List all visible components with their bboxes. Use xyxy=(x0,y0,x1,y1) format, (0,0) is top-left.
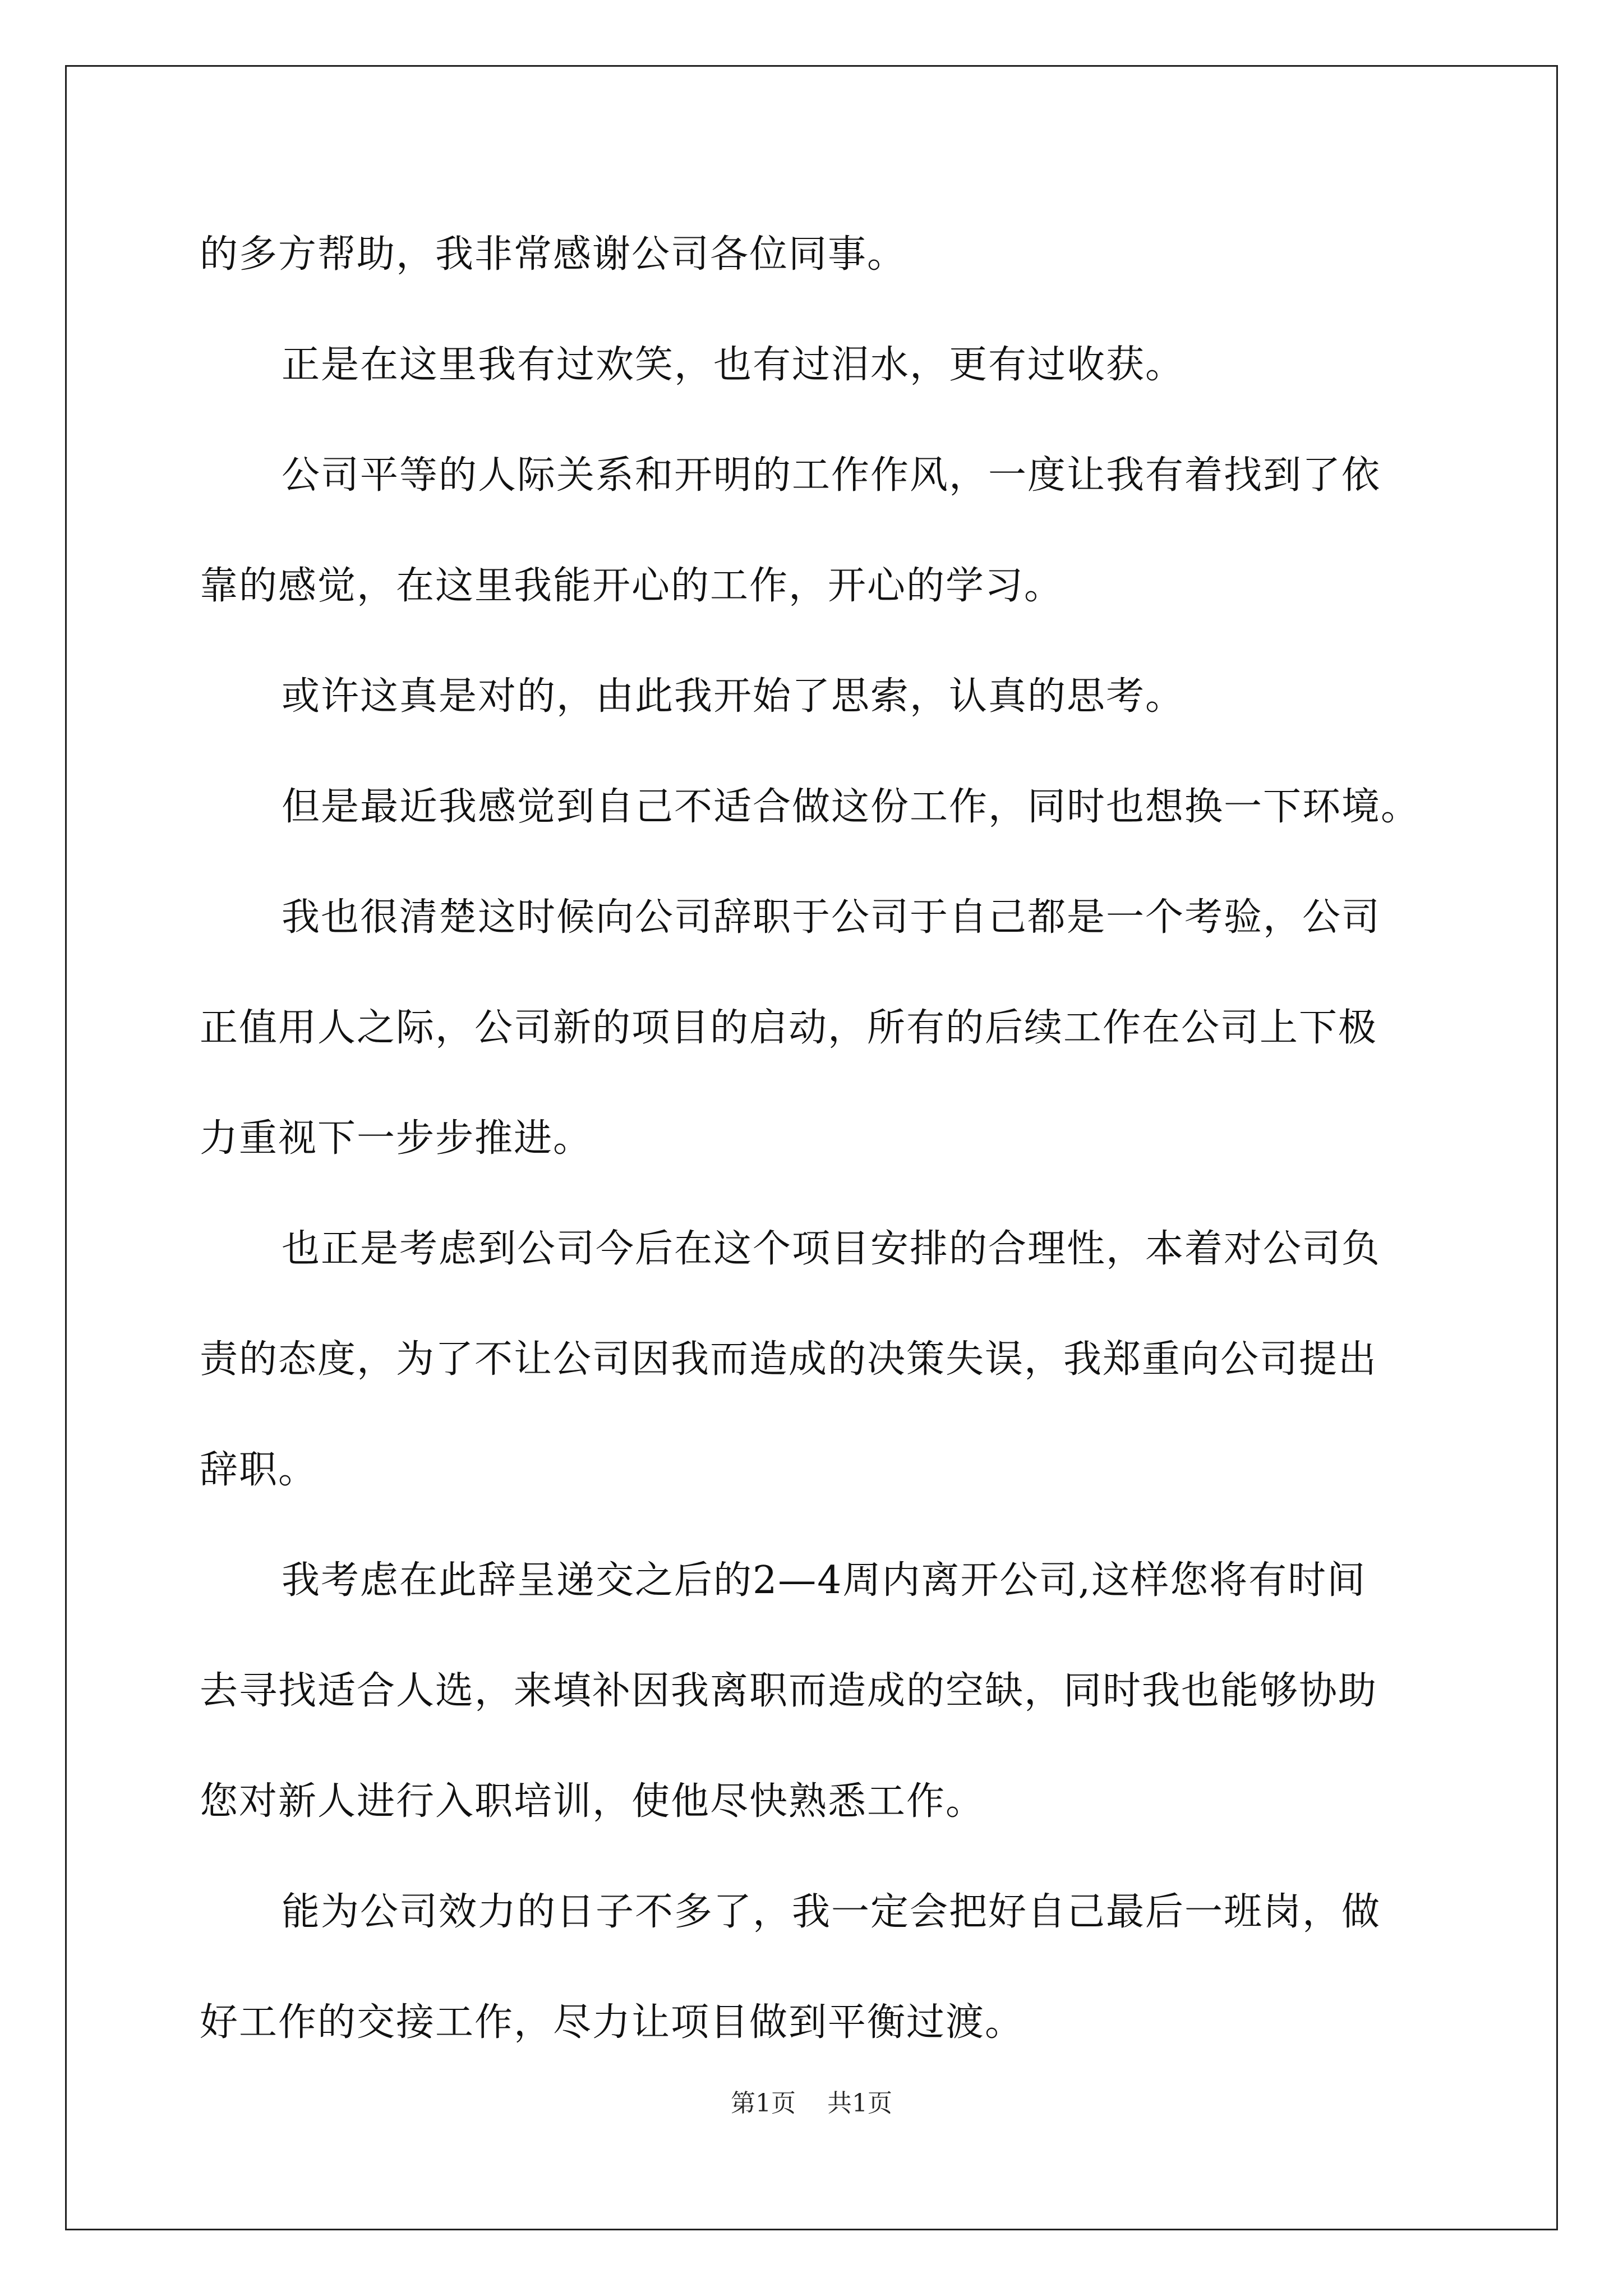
text-line: 正值用人之际，公司新的项目的启动，所有的后续工作在公司上下极 xyxy=(200,1006,1378,1050)
text-line: 我也很清楚这时候向公司辞职于公司于自己都是一个考验，公司 xyxy=(282,895,1381,940)
page-total: 共1页 xyxy=(827,2089,892,2118)
text-line: 辞职。 xyxy=(200,1448,318,1492)
text-line: 靠的感觉，在这里我能开心的工作，开心的学习。 xyxy=(200,564,1064,608)
text-line: 也正是考虑到公司今后在这个项目安排的合理性，本着对公司负 xyxy=(282,1227,1381,1271)
page-footer xyxy=(0,2088,1623,2119)
text-line: 我考虑在此辞呈递交之后的2—4周内离开公司,这样您将有时间 xyxy=(282,1558,1367,1603)
text-line: 责的态度，为了不让公司因我而造成的决策失误，我郑重向公司提出 xyxy=(200,1337,1378,1382)
text-line: 但是最近我感觉到自己不适合做这份工作，同时也想换一下环境。 xyxy=(282,785,1421,829)
text-line: 正是在这里我有过欢笑，也有过泪水，更有过收获。 xyxy=(282,343,1185,387)
page-number: 第1页 xyxy=(731,2089,796,2118)
document-body xyxy=(200,199,1427,2078)
text-line: 公司平等的人际关系和开明的工作作风，一度让我有着找到了依 xyxy=(282,453,1381,498)
text-line: 去寻找适合人选，来填补因我离职而造成的空缺，同时我也能够协助 xyxy=(200,1669,1378,1713)
text-line: 好工作的交接工作，尽力让项目做到平衡过渡。 xyxy=(200,2000,1025,2045)
text-line: 您对新人进行入职培训，使他尽快熟悉工作。 xyxy=(200,1779,985,1824)
text-line: 力重视下一步步推进。 xyxy=(200,1116,593,1161)
text-line: 或许这真是对的，由此我开始了思索，认真的思考。 xyxy=(282,674,1185,719)
text-line: 的多方帮助，我非常感谢公司各位同事。 xyxy=(200,232,907,277)
text-line: 能为公司效力的日子不多了，我一定会把好自己最后一班岗，做 xyxy=(282,1890,1381,1934)
